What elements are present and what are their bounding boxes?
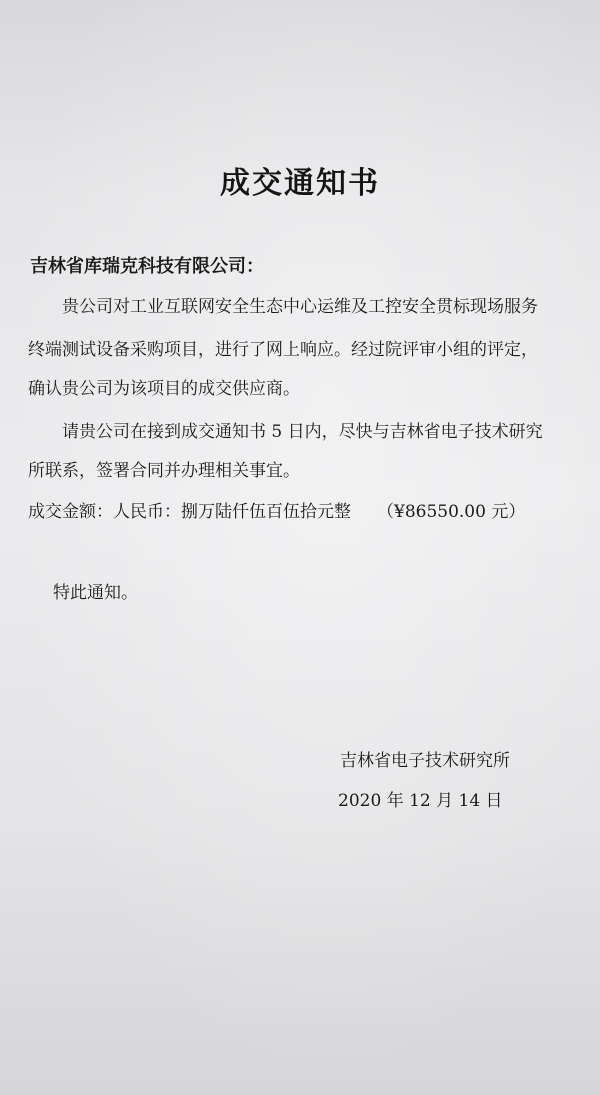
paragraph-1-line-2: 终端测试设备采购项目，进行了网上响应。经过院评审小组的评定， [28, 340, 538, 360]
paragraph-1-line-3: 确认贵公司为该项目的成交供应商。 [28, 379, 300, 399]
transaction-amount [28, 501, 525, 523]
document-title: 成交通知书 [220, 166, 380, 201]
issue-date: 2020 年 12 月 14 日 [338, 791, 503, 811]
addressee: 吉林省库瑞克科技有限公司： [30, 256, 264, 277]
issuer-name: 吉林省电子技术研究所 [340, 751, 510, 771]
amount-label: 成交金额：人民币：捌万陆仟伍百伍拾元整 [28, 502, 351, 522]
paragraph-2-line-2: 所联系，签署合同并办理相关事宜。 [28, 461, 300, 481]
paragraph-2-line-1: 请贵公司在接到成交通知书 5 日内，尽快与吉林省电子技术研究 [62, 422, 543, 442]
closing-notice: 特此通知。 [53, 583, 138, 603]
paragraph-1-line-1: 贵公司对工业互联网安全生态中心运维及工控安全贯标现场服务 [62, 297, 538, 317]
amount-figure: （¥86550.00 元） [377, 502, 526, 522]
